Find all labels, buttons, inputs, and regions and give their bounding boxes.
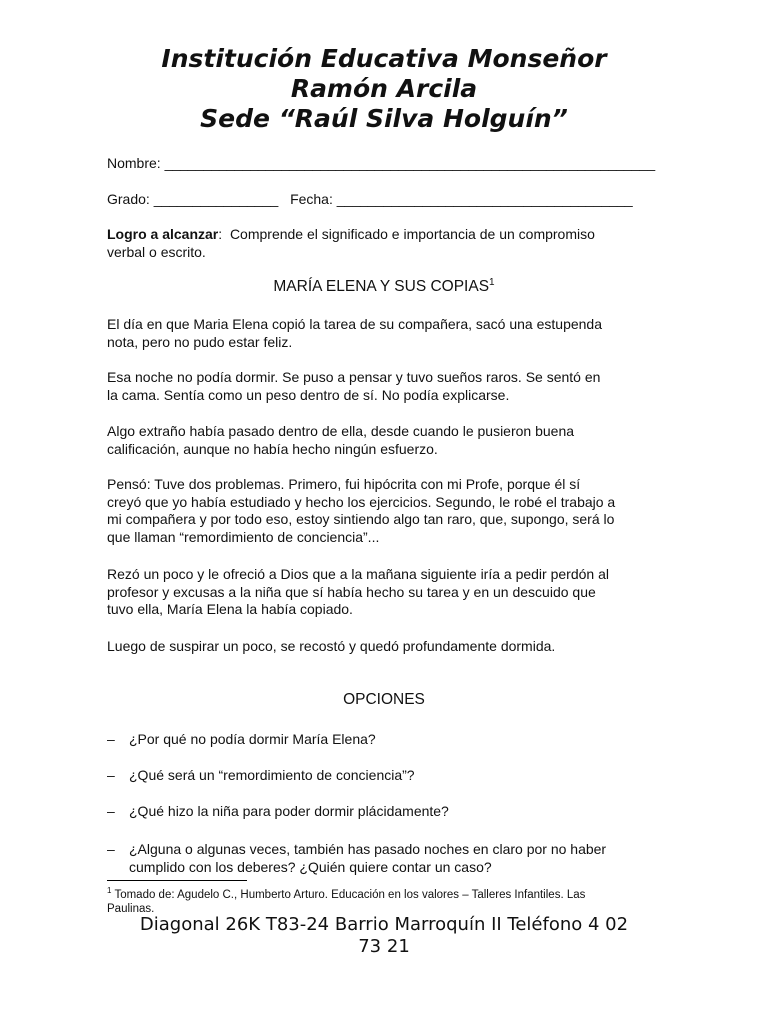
story-title: MARÍA ELENA Y SUS COPIAS$^1$ [273,277,495,296]
bullet-dash: – [107,767,115,783]
story-paragraph-1: El día en que Maria Elena copió la tarea de su compañera, sacó una estupenda nota, pero no pudo estar feliz. [107,316,602,350]
address-footer [90,914,678,958]
story-paragraph-3: Algo extraño había pasado dentro de ella, desde cuando le pusieron buena calificación, aunque no había hecho ningún esfuerzo. [107,423,575,457]
options-title: OPCIONES [343,691,425,708]
footnote-marker: 1 [107,886,112,895]
school-name-line2: Ramón Arcila [290,74,478,103]
name-label: Nombre: [107,155,161,171]
story-paragraph-2: Esa noche no podía dormir. Se puso a pensar y tuvo sueños raros. Se sentó en la cama. Sentía como un peso dentro de sí. No podía explicarse. [107,369,601,403]
goal-label: Logro a alcanzar [107,226,219,242]
bullet-dash: – [107,841,115,857]
story-paragraph-5: Rezó un poco y le ofreció a Dios que a la mañana siguiente iría a pedir perdón al profesor y excusas a la niña que sí había hecho su tarea y en un descuido que tuvo ella, María Elena la había copiado. [107,566,609,617]
story-paragraph-4: Pensó: Tuve dos problemas. Primero, fui hipócrita con mi Profe, porque él sí creyó que yo había estudiado y hecho los ejercicios. Segundo, le robé el trabajo a mi compañera y por todo eso, estoy sintiendo algo tan raro, que, supongo, será lo que llaman “remordimiento de conciencia”... [107,476,616,545]
school-header [90,44,678,134]
bullet-dash: – [107,731,115,747]
grade-date-field [107,191,633,208]
learning-goal: Logro a alcanzar: Comprende el significado e importancia de un compromiso verbal o escrito. [107,226,662,261]
document-page: Institución Educativa Monseñor Ramón Arcila Sede “Raúl Silva Holguín” Nombre: _______________________________________________________________ Grado: ________________ Fecha: ______________________________________ Logro a alcanzar: Comprende el significado e importancia de un compromiso verbal o escrito. MARÍA ELENA Y SUS COPIAS$^1$ El día en que Maria Elena copió la tarea de su compañera, sacó una estupenda nota, pero no pudo estar feliz. Esa noche no podía dormir. Se puso a pensar y tuvo sueños raros. Se sentó en la cama. Sentía como un peso dentro de sí. No podía explicarse. Algo extraño había pasado dentro de ella, desde cuando le pusieron buena calificación, aunque no había hecho ningún esfuerzo. Pensó: Tuve dos problemas. Primero, fui hipócrita con mi Profe, porque él sí creyó que yo había estudiado y hecho los ejercicios. Segundo, le robé el trabajo a mi compañera y por todo eso, estoy sintiendo algo tan raro, que, supongo, será lo que llaman “remordimiento de conciencia”... Rezó un poco y le ofreció a Dios que a la mañana siguiente iría a pedir perdón al profesor y excusas a la niña que sí había hecho su tarea y en un descuido que tuvo ella, María Elena la había copiado. Luego de suspirar un poco, se recostó y quedó profundamente dormida. OPCIONES – ¿Por qué no podía dormir María Elena? – ¿Qué será un “remordimiento de conciencia”? – ¿Qué hizo la niña para poder dormir plácidamente? – ¿Alguna o algunas veces, también has pasado noches en claro por no haber cumplido con los deberes? ¿Quién quiere contar un caso? $^1$ Tomado de: Agudelo C., Humberto Arturo. Educación en los valores – Talleres Infantiles. Las Paulinas. Diagonal 26K T83-24 Barrio Marroquín II Teléfono 4 02 73 21 [0,0,768,1024]
address-line1: Diagonal 26K T83-24 Barrio Marroquín II Teléfono 4 02 [139,914,629,935]
grade-label: Grado: [107,191,150,207]
grade-blank: ________________ [153,191,279,207]
name-blank: _______________________________________________________________ [164,155,656,171]
footnote-divider [107,880,247,881]
date-label: Fecha: [290,191,333,207]
address-line2: 73 21 [358,936,410,957]
story-paragraph-6: Luego de suspirar un poco, se recostó y quedó profundamente dormida. [107,638,556,654]
goal-text-line2: verbal o escrito. [107,243,206,260]
goal-text-line1: Comprende el significado e importancia de un compromiso [229,226,595,242]
date-blank: ______________________________________ [336,191,633,207]
school-name-line1: Institución Educativa Monseñor [161,44,607,73]
school-campus: Sede “Raúl Silva Holguín” [200,104,568,133]
footnote-ref: 1 [489,277,495,288]
footnote: $^1$ Tomado de: Agudelo C., Humberto Arturo. Educación en los valores – Talleres Infantiles. Las Paulinas. [107,886,586,916]
bullet-dash: – [107,803,115,819]
name-field [107,155,655,172]
